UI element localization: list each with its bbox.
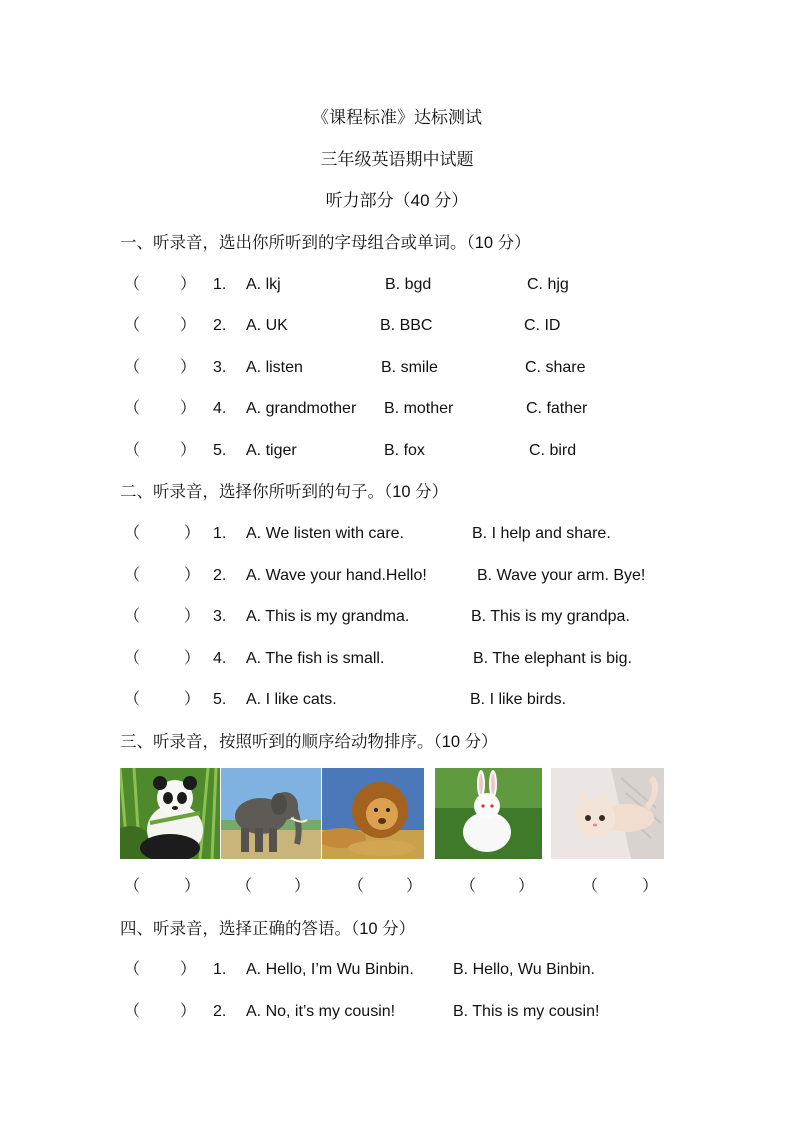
option-b: B. The elephant is big. xyxy=(473,650,632,667)
question-number: 3. xyxy=(213,608,227,625)
answer-paren-close: ） xyxy=(184,525,201,542)
answer-paren-open: （ xyxy=(124,317,141,334)
elephant-photo xyxy=(221,768,321,859)
panda-photo xyxy=(120,768,220,859)
question-number: 4. xyxy=(213,400,227,417)
answer-paren-open: （ xyxy=(124,961,141,978)
question-number: 1. xyxy=(213,276,227,293)
option-a: A. tiger xyxy=(246,442,297,459)
option-a: A. I like cats. xyxy=(246,691,337,708)
answer-paren-close: ） xyxy=(642,878,659,895)
answer-paren-open: （ xyxy=(124,442,141,459)
option-a: A. The fish is small. xyxy=(246,650,385,667)
option-a: A. No, it’s my cousin! xyxy=(246,1003,396,1020)
option-b: B. mother xyxy=(384,400,454,417)
answer-paren-open: （ xyxy=(124,691,141,708)
part2-instruction: 二、听录音，选择你所听到的句子。（10 分） xyxy=(120,483,449,501)
option-c: C. share xyxy=(525,359,586,376)
answer-paren-open: （ xyxy=(124,1003,141,1020)
answer-paren-open: （ xyxy=(460,878,477,895)
answer-paren-open: （ xyxy=(582,878,599,895)
option-b: B. I help and share. xyxy=(472,525,611,542)
option-b: B. bgd xyxy=(385,276,432,293)
option-a: A. lkj xyxy=(246,276,281,293)
answer-paren-close: ） xyxy=(180,442,197,459)
answer-paren-close: ） xyxy=(180,961,197,978)
section-heading-listening: 听力部分（40 分） xyxy=(325,191,469,210)
option-b: B. This is my cousin! xyxy=(453,1003,600,1020)
answer-paren-close: ） xyxy=(518,878,535,895)
question-number: 2. xyxy=(213,317,227,334)
question-number: 2. xyxy=(213,1003,227,1020)
lion-photo xyxy=(322,768,424,859)
option-b: B. smile xyxy=(381,359,438,376)
option-c: C. hjg xyxy=(527,276,569,293)
part4-instruction: 四、听录音，选择正确的答语。（10 分） xyxy=(120,920,416,938)
option-a: A. UK xyxy=(246,317,288,334)
option-c: C. ID xyxy=(524,317,561,334)
question-number: 5. xyxy=(213,691,227,708)
answer-paren-open: （ xyxy=(236,878,253,895)
option-a: A. Wave your hand.Hello! xyxy=(246,567,427,584)
option-a: A. This is my grandma. xyxy=(246,608,410,625)
option-c: C. bird xyxy=(529,442,577,459)
part1-instruction: 一、听录音，选出你所听到的字母组合或单词。（10 分） xyxy=(120,234,531,252)
option-b: B. This is my grandpa. xyxy=(471,608,630,625)
answer-paren-close: ） xyxy=(180,400,197,417)
answer-paren-close: ） xyxy=(180,276,197,293)
option-b: B. I like birds. xyxy=(470,691,567,708)
option-b: B. Hello, Wu Binbin. xyxy=(453,961,595,978)
question-number: 5. xyxy=(213,442,227,459)
answer-paren-open: （ xyxy=(124,525,141,542)
answer-paren-open: （ xyxy=(124,567,141,584)
answer-paren-open: （ xyxy=(124,608,141,625)
question-number: 4. xyxy=(213,650,227,667)
answer-paren-open: （ xyxy=(124,650,141,667)
question-number: 2. xyxy=(213,567,227,584)
answer-paren-close: ） xyxy=(180,1003,197,1020)
answer-paren-open: （ xyxy=(124,276,141,293)
answer-paren-open: （ xyxy=(124,359,141,376)
question-number: 3. xyxy=(213,359,227,376)
question-number: 1. xyxy=(213,525,227,542)
question-number: 1. xyxy=(213,961,227,978)
answer-paren-close: ） xyxy=(184,567,201,584)
option-b: B. fox xyxy=(384,442,425,459)
answer-paren-open: （ xyxy=(124,878,141,895)
option-a: A. We listen with care. xyxy=(246,525,404,542)
answer-paren-open: （ xyxy=(348,878,365,895)
option-a: A. Hello, I’m Wu Binbin. xyxy=(246,961,414,978)
answer-paren-close: ） xyxy=(184,691,201,708)
answer-paren-close: ） xyxy=(180,359,197,376)
answer-paren-close: ） xyxy=(294,878,311,895)
option-b: B. Wave your arm. Bye! xyxy=(477,567,646,584)
answer-paren-close: ） xyxy=(184,878,201,895)
answer-paren-close: ） xyxy=(180,317,197,334)
answer-paren-close: ） xyxy=(184,608,201,625)
exam-subtitle: 三年级英语期中试题 xyxy=(320,150,474,169)
answer-paren-open: （ xyxy=(124,400,141,417)
exam-title: 《课程标准》达标测试 xyxy=(312,108,482,127)
answer-paren-close: ） xyxy=(184,650,201,667)
option-a: A. listen xyxy=(246,359,303,376)
kitten-photo xyxy=(551,768,664,859)
part3-instruction: 三、听录音，按照听到的顺序给动物排序。（10 分） xyxy=(120,733,498,751)
option-a: A. grandmother xyxy=(246,400,357,417)
rabbit-photo xyxy=(435,768,542,859)
option-c: C. father xyxy=(526,400,588,417)
option-b: B. BBC xyxy=(380,317,433,334)
answer-paren-close: ） xyxy=(406,878,423,895)
